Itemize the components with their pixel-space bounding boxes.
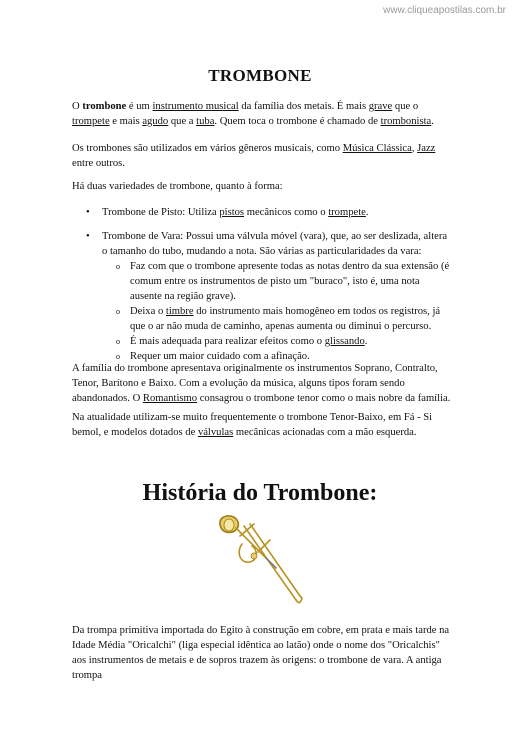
link-valvulas[interactable]: válvulas	[197, 427, 234, 438]
history-paragraph: Da trompa primitiva importada do Egito à construção em cobre, em prata e mais tarde na Idade Média "Oricalchi" (liga especial idêntica ao latão) onde o nome dos "Oricalchis" aos instrumentos de metais e de sopros trazem às origens: o trombone de vara. A antiga trompa	[72, 625, 450, 681]
link-instrumento-musical[interactable]: instrumento musical	[152, 101, 239, 112]
text-run: Deixa o	[130, 306, 166, 317]
text-run: É mais adequada para realizar efeitos como o	[130, 336, 325, 347]
link-pistos[interactable]: pistos	[219, 207, 245, 218]
text-run: . Quem toca o trombone é chamado de	[214, 116, 381, 127]
history-heading: História do Trombone:	[142, 480, 378, 506]
link-timbre[interactable]: timbre	[165, 306, 194, 317]
text-run: Trombone de Pisto: Utiliza	[102, 207, 220, 218]
link-trompete-2[interactable]: trompete	[328, 207, 366, 218]
text-run: que a	[168, 116, 197, 127]
link-jazz[interactable]: Jazz	[417, 143, 436, 154]
text-run: do instrumento mais homogêneo em todos os registros, já que o ar não muda de caminho, apenas aumenta ou diminui o percurso.	[130, 306, 441, 332]
bullet-marker: •	[86, 231, 90, 242]
text-run: é um	[126, 101, 153, 112]
link-grave[interactable]: grave	[368, 101, 393, 112]
family-paragraph	[72, 361, 452, 406]
text-run: O	[72, 101, 83, 112]
sub-list-item	[72, 304, 452, 334]
page-title: TROMBONE	[208, 66, 312, 85]
link-trompete[interactable]: trompete	[72, 116, 110, 127]
text-run: entre outros.	[72, 158, 125, 169]
text-run: e mais	[109, 116, 143, 127]
text-run: Trombone de Vara: Possui uma válvula móvel (vara), que, ao ser deslizada, altera o tamanho do tubo, mudando a nota. São várias as particularidades da vara:	[102, 231, 448, 257]
modern-paragraph	[72, 410, 452, 440]
watermark-url: www.cliqueapostilas.com.br	[383, 5, 506, 16]
text-run: A família do trombone apresentava originalmente os instrumentos Soprano, Contralto, Tenor, Barítono e Baixo. Com a evolução da música, alguns tipos foram sendo abandonados. O	[72, 363, 438, 404]
text-run: Na atualidade utilizam-se muito frequentemente o trombone Tenor-Baixo, em Fá - Si bemol, e modelos dotados de	[72, 412, 433, 438]
link-musica-classica[interactable]: Música Clássica	[342, 143, 412, 154]
circle-bullet-icon: o	[116, 352, 120, 361]
text-run: consagrou o trombone tenor como o mais nobre da família.	[197, 393, 451, 404]
circle-bullet-icon: o	[116, 307, 120, 316]
text-run: .	[431, 116, 434, 127]
link-agudo[interactable]: agudo	[142, 116, 169, 127]
text-run: Faz com que o trombone apresente todas as notas dentro da sua extensão (é comum entre os instrumentos de pisto um "buraco", isto é, uma nota ausente na região grave).	[130, 261, 450, 302]
text-run: Requer um maior cuidado com a afinação.	[130, 351, 310, 362]
bold-term: trombone	[82, 101, 127, 112]
text-run: que o	[392, 101, 419, 112]
sub-list-item	[72, 334, 452, 349]
link-glissando[interactable]: glissando	[324, 336, 365, 347]
genres-paragraph	[72, 141, 452, 171]
list-item-vara	[72, 229, 452, 364]
link-tuba[interactable]: tuba	[196, 116, 215, 127]
text-run: ,	[411, 143, 418, 154]
text-run: da família dos metais. É mais	[238, 101, 369, 112]
text-run: mecânicas acionadas com a mão esquerda.	[233, 427, 417, 438]
text-run: .	[364, 336, 368, 347]
text-run: .	[365, 207, 369, 218]
link-romantismo[interactable]: Romantismo	[142, 393, 198, 404]
circle-bullet-icon: o	[116, 262, 120, 271]
text-run: mecânicos como o	[244, 207, 329, 218]
circle-bullet-icon: o	[116, 337, 120, 346]
intro-paragraph	[72, 99, 452, 129]
varieties-paragraph: Há duas variedades de trombone, quanto à forma:	[72, 181, 283, 192]
bullet-marker: •	[86, 207, 90, 218]
trombone-illustration	[214, 512, 304, 608]
text-run: Os trombones são utilizados em vários gêneros musicais, como	[72, 143, 343, 154]
sub-list-item	[72, 259, 452, 304]
list-item-pisto	[72, 205, 452, 220]
link-trombonista[interactable]: trombonista	[380, 116, 432, 127]
